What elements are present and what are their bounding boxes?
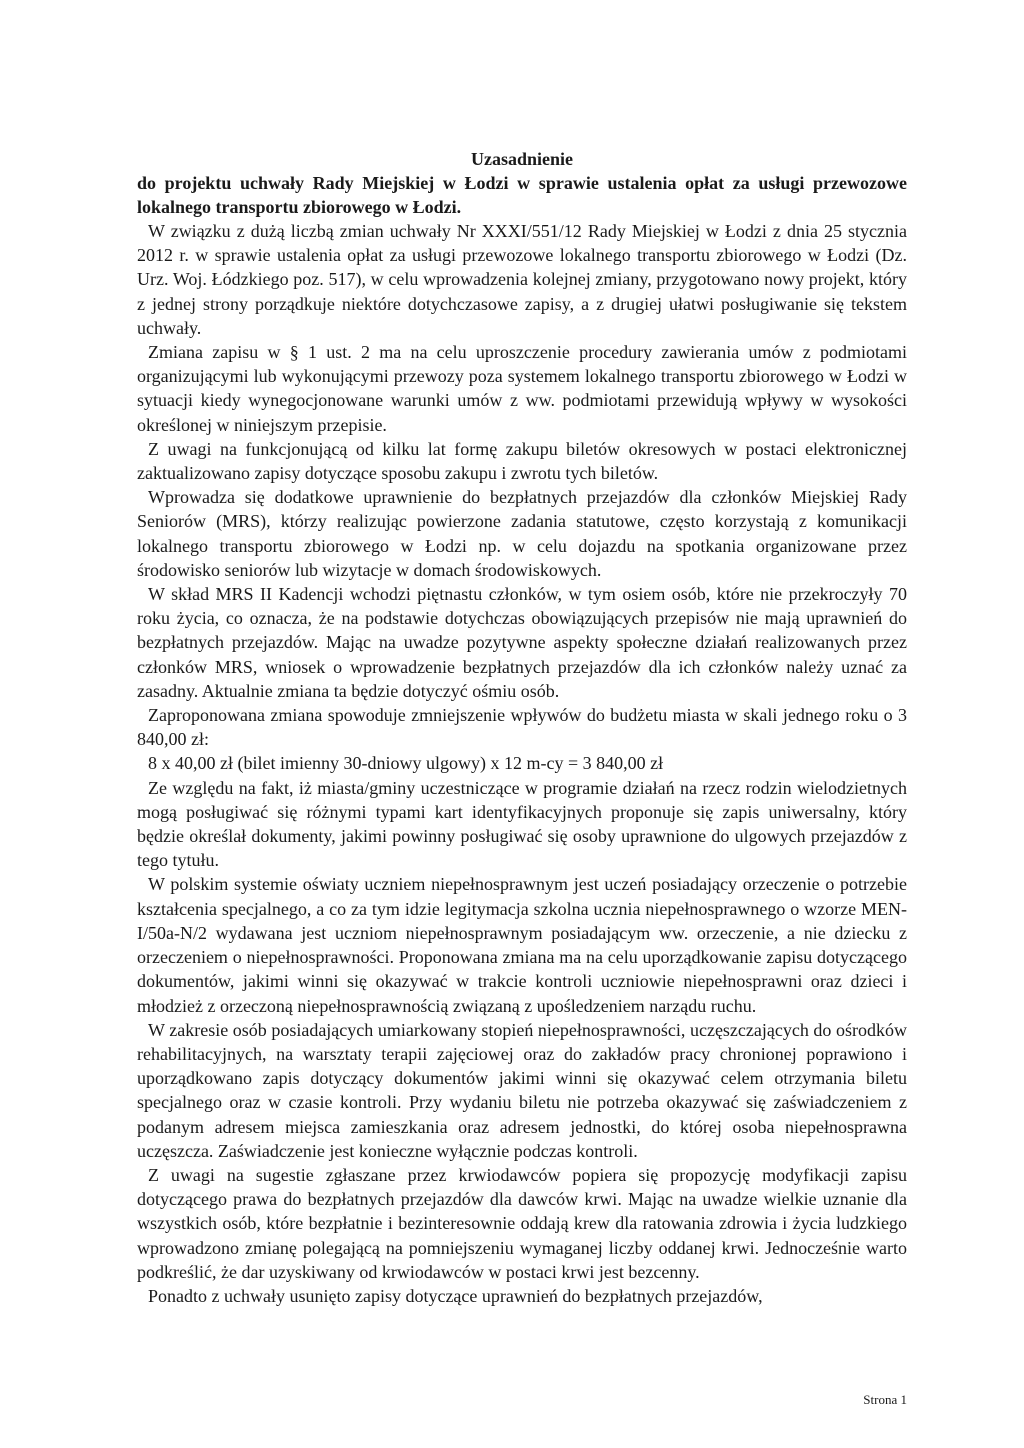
document-page (137, 147, 907, 1308)
paragraph: Ponadto z uchwały usunięto zapisy dotyczące uprawnień do bezpłatnych przejazdów, (148, 1285, 763, 1306)
page-number: Strona 1 (863, 1392, 907, 1407)
document-subject: do projektu uchwały Rady Miejskiej w Łodzi w sprawie ustalenia opłat za usługi przewozowe lokalnego transportu zbiorowego w Łodzi. (137, 173, 907, 217)
paragraph: W polskim systemie oświaty uczniem niepełnosprawnym jest uczeń posiadający orzeczenie o potrzebie kształcenia specjalnego, a co za tym idzie legitymacja szkolna ucznia niepełnosprawnego o wzorze MEN-I/50a-N/2 wydawana jest uczniom niepełnosprawnym posiadającym ww. orzeczenie, a nie dziecku z orzeczeniem o niepełnosprawności. Proponowana zmiana ma na celu uporządkowanie zapisu dotyczącego dokumentów, jakimi winni się okazywać w trakcie kontroli uczniowie niepełnosprawni oraz dzieci i młodzież z orzeczoną niepełnosprawnością związaną z upośledzeniem narządu ruchu. (137, 874, 907, 1016)
cost-formula: 8 x 40,00 zł (bilet imienny 30-dniowy ulgowy) x 12 m-cy = 3 840,00 zł (148, 753, 664, 774)
paragraph: Wprowadza się dodatkowe uprawnienie do bezpłatnych przejazdów dla członków Miejskiej Rady Seniorów (MRS), którzy realizując powierzone zadania statutowe, często korzystają z komunikacji lokalnego transportu zbiorowego w Łodzi np. w celu dojazdu na spotkania organizowane przez środowisko seniorów lub wizytacje w domach środowiskowych. (137, 487, 907, 580)
paragraph: W zakresie osób posiadających umiarkowany stopień niepełnosprawności, uczęszczających do ośrodków rehabilitacyjnych, na warsztaty terapii zajęciowej oraz do zakładów pracy chronionej poprawiono i uporządkowano zapis dotyczący dokumentów jakimi winni się okazywać celem otrzymania biletu specjalnego oraz w czasie kontroli. Przy wydaniu biletu nie potrzeba okazywać się zaświadczeniem z podanym adresem miejsca zamieszkania oraz adresem jednostki, do której osoba niepełnosprawna uczęszcza. Zaświadczenie jest konieczne wyłącznie podczas kontroli. (137, 1019, 907, 1161)
document-title: Uzasadnienie (470, 149, 573, 169)
paragraph: Z uwagi na sugestie zgłaszane przez krwiodawców popiera się propozycję modyfikacji zapisu dotyczącego prawa do bezpłatnych przejazdów dla dawców krwi. Mając na uwadze wielkie uznanie dla wszystkich osób, które bezpłatnie i bezinteresownie oddają krew dla ratowania zdrowia i życia ludzkiego wprowadzono zmianę polegającą na pomniejszeniu wymaganej liczby oddanej krwi. Jednocześnie warto podkreślić, że dar uzyskiwany od krwiodawców w postaci krwi jest bezcenny. (137, 1164, 907, 1282)
paragraph: Zaproponowana zmiana spowoduje zmniejszenie wpływów do budżetu miasta w skali jednego roku o 3 840,00 zł: (137, 705, 907, 750)
paragraph: Z uwagi na funkcjonującą od kilku lat formę zakupu biletów okresowych w postaci elektronicznej zaktualizowano zapisy dotyczące sposobu zakupu i zwrotu tych biletów. (137, 438, 907, 484)
paragraph: W związku z dużą liczbą zmian uchwały Nr XXXI/551/12 Rady Miejskiej w Łodzi z dnia 25 stycznia 2012 r. w sprawie ustalenia opłat za usługi przewozowe lokalnego transportu zbiorowego w Łodzi (Dz. Urz. Woj. Łódzkiego poz. 517), w celu wprowadzenia kolejnej zmiany, przygotowano nowy projekt, który z jednej strony porządkuje niektóre dotychczasowe zapisy, a z drugiej ułatwi posługiwanie się tekstem uchwały. (137, 221, 907, 338)
paragraph: W skład MRS II Kadencji wchodzi piętnastu członków, w tym osiem osób, które nie przekroczyły 70 roku życia, co oznacza, że na podstawie dotychczas obowiązujących przepisów nie mają uprawnień do bezpłatnych przejazdów. Mając na uwadze pozytywne aspekty społeczne działań realizowanych przez członków MRS, wniosek o wprowadzenie bezpłatnych przejazdów dla ich członków należy uznać za zasadny. Aktualnie zmiana ta będzie dotyczyć ośmiu osób. (137, 584, 907, 701)
paragraph: Ze względu na fakt, iż miasta/gminy uczestniczące w programie działań na rzecz rodzin wielodzietnych mogą posługiwać się różnymi typami kart identyfikacyjnych proponuje się zapis uniwersalny, który będzie określał dokumenty, jakimi powinny posługiwać się osoby uprawnione do ulgowych przejazdów z tego tytułu. (137, 777, 907, 871)
paragraph: Zmiana zapisu w § 1 ust. 2 ma na celu uproszczenie procedury zawierania umów z podmiotami organizującymi lub wykonującymi przewozy poza systemem lokalnego transportu zbiorowego w Łodzi w sytuacji kiedy wynegocjonowane warunki umów z ww. podmiotami przewidują wpływy w wysokości określonej w niniejszym przepisie. (137, 342, 907, 435)
